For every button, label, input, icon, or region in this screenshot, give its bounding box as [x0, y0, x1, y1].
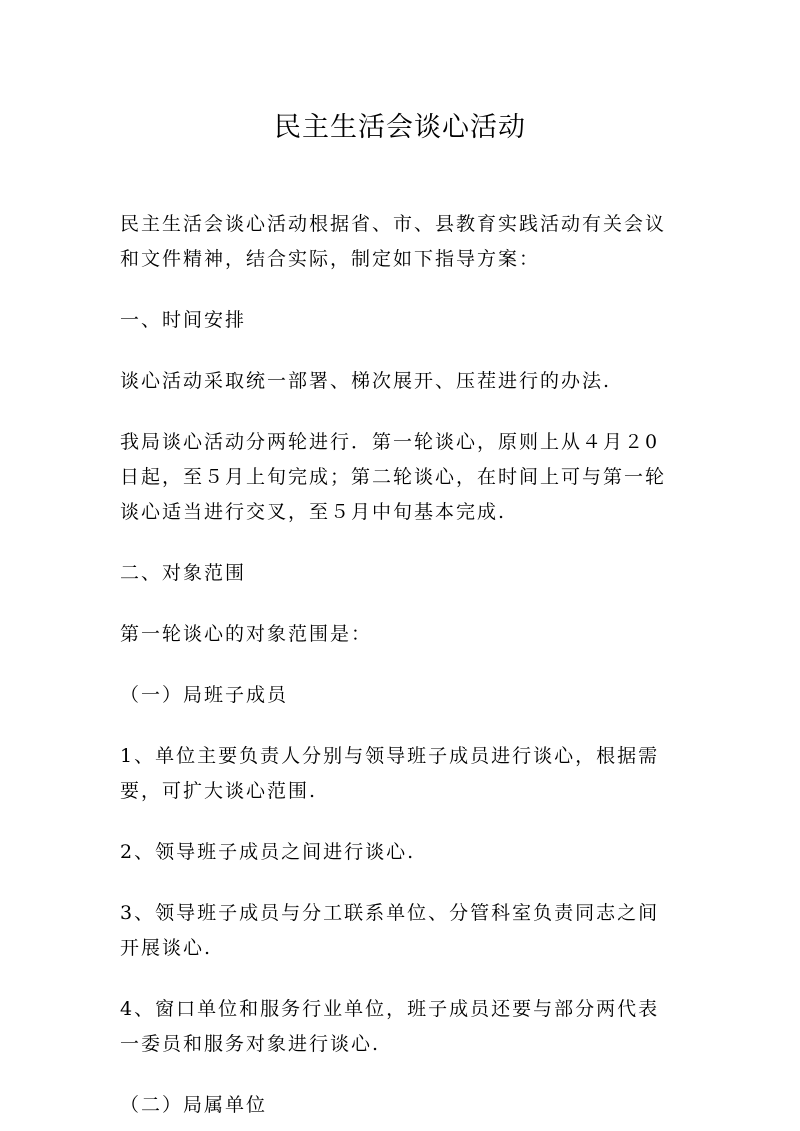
document-body — [120, 207, 678, 1123]
first-round-scope-paragraph: 第一轮谈心的对象范围是： — [120, 623, 373, 645]
intro-paragraph: 民主生活会谈心活动根据省、市、县教育实践活动有关会议和文件精神，结合实际，制定如下指导方案： — [120, 213, 667, 270]
subheading-subordinate-units: （二）局属单位 — [120, 1094, 268, 1116]
list-item-4: 4、窗口单位和服务行业单位，班子成员还要与部分两代表一委员和服务对象进行谈心. — [120, 998, 660, 1055]
list-item-2: 2、领导班子成员之间进行谈心. — [120, 841, 416, 863]
subheading-bureau-leaders: （一）局班子成员 — [120, 684, 289, 706]
section-heading-scope: 二、对象范围 — [120, 562, 247, 584]
document-title: 民主生活会谈心活动 — [274, 112, 526, 143]
schedule-rounds-paragraph: 我局谈心活动分两轮进行．第一轮谈心，原则上从４月２0日起，至５月上旬完成；第二轮谈心，在时间上可与第一轮谈心适当进行交叉，至５月中旬基本完成. — [120, 431, 667, 523]
schedule-method-paragraph: 谈心活动采取统一部署、梯次展开、压茬进行的办法. — [120, 370, 612, 392]
list-item-1: 1、单位主要负责人分别与领导班子成员进行谈心，根据需要，可扩大谈心范围. — [120, 745, 660, 802]
list-item-3: 3、领导班子成员与分工联系单位、分管科室负责同志之间开展谈心. — [120, 902, 660, 959]
section-heading-schedule: 一、时间安排 — [120, 309, 247, 331]
